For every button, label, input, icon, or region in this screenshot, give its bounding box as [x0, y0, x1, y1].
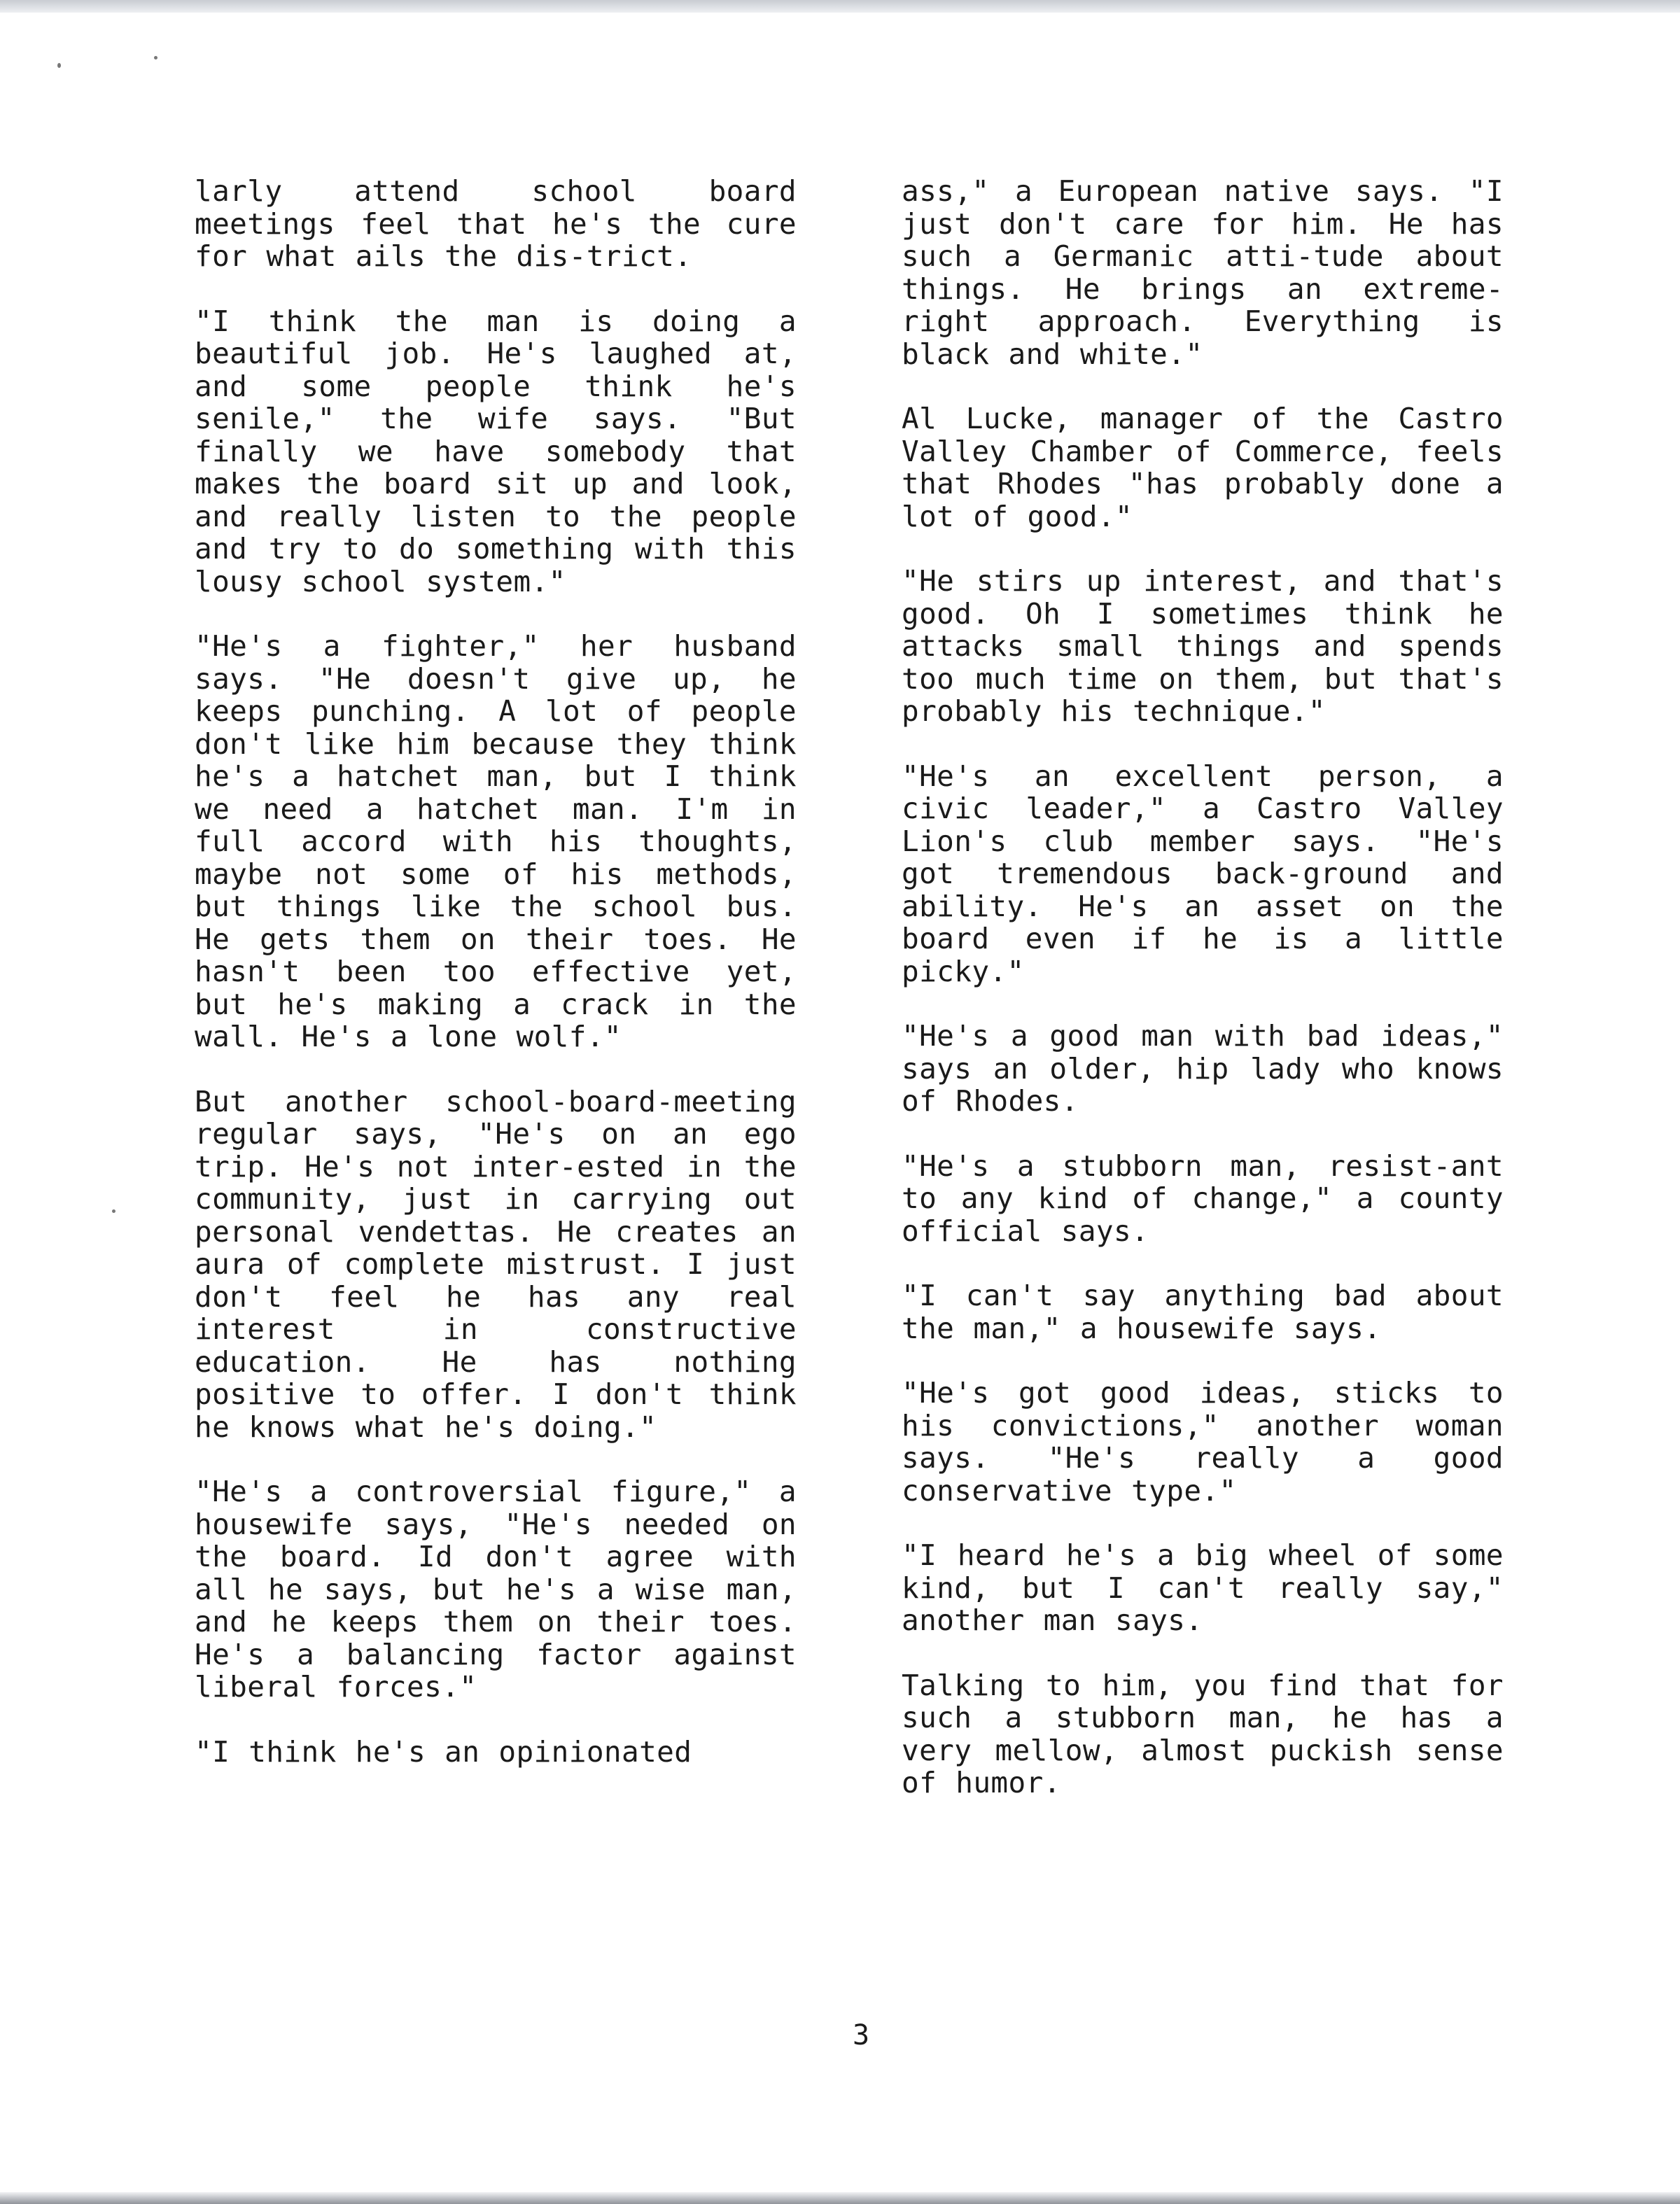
dust-speck: [112, 1209, 115, 1213]
dust-speck: [154, 56, 158, 59]
paragraph: ass," a European native says. "I just don't care for him. He has such a Germanic atti-tude about things. He brings an extreme-right approach. Everything is black and white.": [902, 174, 1504, 371]
paragraph: "He's a controversial figure," a housewife says, "He's needed on the board. Id don't agree with all he says, but he's a wise man, and he keeps them on their toes. He's a balancing factor against liberal forces.": [195, 1475, 797, 1704]
paragraph: "I heard he's a big wheel of some kind, but I can't really say," another man says.: [902, 1538, 1504, 1637]
paragraph: "I think the man is doing a beautiful job. He's laughed at, and some people think he's senile," the wife says. "But finally we have somebody that makes the board sit up and look, and really listen to the people and try to do something with this lousy school system.": [195, 304, 797, 598]
paragraph: "He's a stubborn man, resist-ant to any kind of change," a county official says.: [902, 1149, 1504, 1248]
scan-edge-top: [0, 0, 1680, 13]
left-column: [195, 175, 797, 1800]
right-column: [902, 175, 1504, 1832]
paragraph: "He's got good ideas, sticks to his convictions," another woman says. "He's really a good conservative type.": [902, 1376, 1504, 1508]
paragraph: "He's a good man with bad ideas," says an older, hip lady who knows of Rhodes.: [902, 1019, 1504, 1118]
paragraph: "I can't say anything bad about the man," a housewife says.: [902, 1279, 1504, 1345]
paragraph: "I think he's an opinionated: [195, 1734, 692, 1769]
dust-speck: [57, 63, 61, 68]
paragraph: larly attend school board meetings feel that he's the cure for what ails the dis-trict.: [195, 174, 797, 273]
paragraph: Talking to him, you find that for such a stubborn man, he has a very mellow, almost puckish sense of humor.: [902, 1668, 1504, 1799]
paragraph: "He stirs up interest, and that's good. Oh I sometimes think he attacks small things and spends too much time on them, but that's probably his technique.": [902, 564, 1504, 728]
page-number: 3: [852, 2019, 870, 2051]
paragraph: "He's an excellent person, a civic leader," a Castro Valley Lion's club member says. "He's got tremendous back-ground and ability. He's an asset on the board even if he is a little picky.": [902, 759, 1504, 988]
paragraph: "He's a fighter," her husband says. "He doesn't give up, he keeps punching. A lot of people don't like him because they think he's a hatchet man, but I think we need a hatchet man. I'm in full accord with his thoughts, maybe not some of his methods, but things like the school bus. He gets them on their toes. He hasn't been too effective yet, but he's making a crack in the wall. He's a lone wolf.": [195, 629, 797, 1053]
paragraph: But another school-board-meeting regular says, "He's on an ego trip. He's not inter-ested in the community, just in carrying out personal vendettas. He creates an aura of complete mistrust. I just don't feel he has any real interest in constructive education. He has nothing positive to offer. I don't think he knows what he's doing.": [195, 1084, 797, 1444]
paragraph: Al Lucke, manager of the Castro Valley Chamber of Commerce, feels that Rhodes "has probably done a lot of good.": [902, 402, 1504, 533]
scan-edge-bottom: [0, 2192, 1680, 2204]
